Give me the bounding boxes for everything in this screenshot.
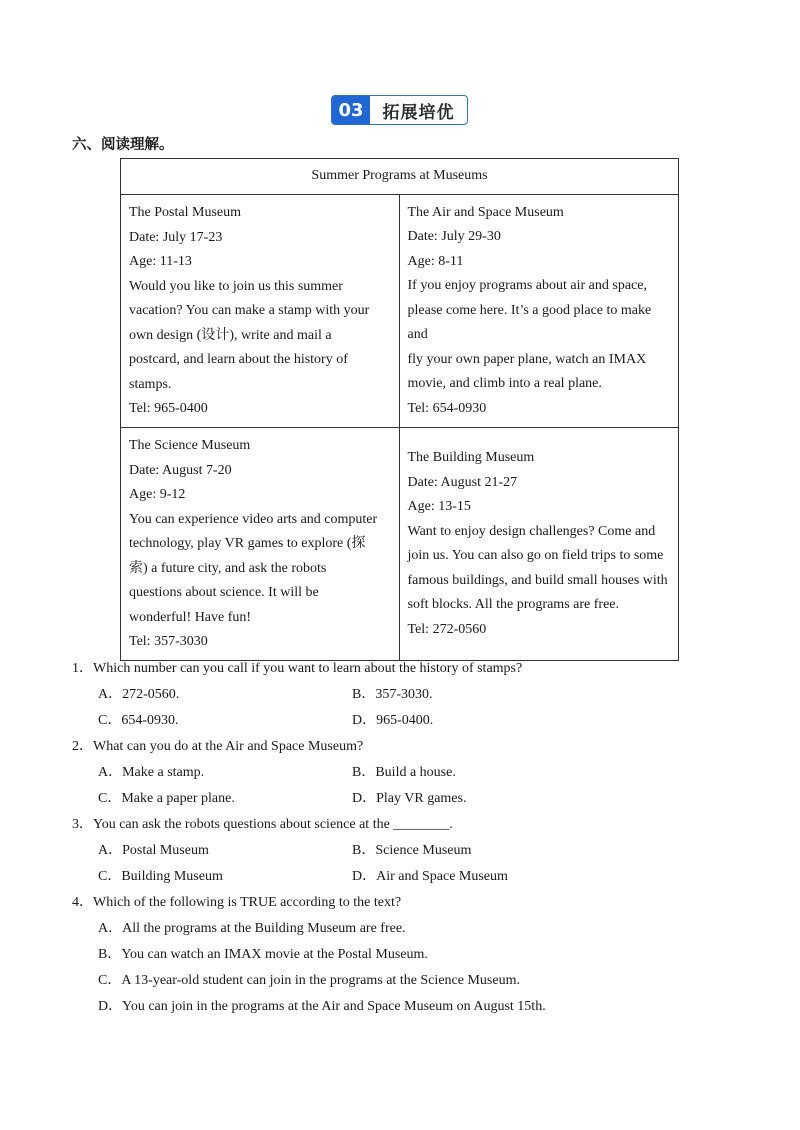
cell-line: stamps. — [129, 376, 172, 392]
cell-line: technology, play VR games to explore (探 — [129, 536, 366, 551]
cell-line: postcard, and learn about the history of — [129, 352, 348, 367]
option-d: D．Play VR games. — [352, 791, 467, 806]
cell-line: Date: July 29-30 — [407, 229, 501, 245]
cell-line: Tel: 272-0560 — [407, 621, 487, 637]
cell-building-museum — [400, 428, 679, 660]
cell-line: The Postal Museum — [129, 205, 241, 220]
option-a: A．All the programs at the Building Museum are free. — [98, 921, 406, 936]
cell-line: Age: 13-15 — [407, 499, 471, 514]
option-b: B．357-3030. — [352, 687, 433, 702]
cell-line: famous buildings, and build small houses with — [407, 572, 668, 588]
options-row — [72, 786, 732, 812]
question-stem: 4．Which of the following is TRUE according to the text? — [72, 895, 402, 910]
option-a: A．Postal Museum — [98, 843, 209, 858]
cell-line: movie, and climb into a real plane. — [407, 376, 602, 392]
options-row — [72, 708, 732, 734]
table-heading: Summer Programs at Museums — [121, 159, 678, 195]
options-row — [72, 916, 732, 942]
section-title: 六、阅读理解。 — [72, 137, 174, 153]
option-d: D．Air and Space Museum — [352, 869, 508, 884]
options-row — [72, 838, 732, 864]
question-2 — [72, 734, 732, 760]
cell-line: Age: 8-11 — [407, 253, 464, 269]
option-c: C．Make a paper plane. — [98, 791, 235, 806]
cell-line: Tel: 357-3030 — [129, 634, 208, 649]
question-4 — [72, 890, 732, 916]
cell-postal-museum — [121, 195, 400, 427]
option-a: A．272-0560. — [98, 687, 180, 702]
badge-title: 拓展培优 — [382, 102, 455, 123]
table-row — [121, 428, 678, 660]
options-row — [72, 968, 732, 994]
option-b: B．You can watch an IMAX movie at the Postal Museum. — [98, 947, 428, 962]
cell-line: If you enjoy programs about air and space, — [407, 278, 647, 294]
cell-line: Want to enjoy design challenges? Come and — [407, 523, 656, 539]
cell-line: join us. You can also go on field trips to some — [407, 548, 664, 563]
option-a: A．Make a stamp. — [98, 765, 205, 780]
cell-line: soft blocks. All the programs are free. — [407, 597, 619, 612]
option-d: D．965-0400. — [352, 713, 434, 728]
cell-line: You can experience video arts and computer — [129, 511, 378, 527]
cell-line: Age: 9-12 — [129, 487, 186, 502]
option-c: C．A 13-year-old student can join in the programs at the Science Museum. — [98, 973, 520, 988]
table-row — [121, 195, 678, 428]
options-row — [72, 682, 732, 708]
options-row — [72, 994, 732, 1020]
cell-line: The Air and Space Museum — [407, 204, 564, 220]
options-row — [72, 942, 732, 968]
cell-line: please come here. It’s a good place to make and — [407, 302, 652, 343]
cell-line: wonderful! Have fun! — [129, 609, 252, 625]
question-stem: 1．Which number can you call if you want to learn about the history of stamps? — [72, 661, 523, 676]
option-b: B．Science Museum — [352, 843, 472, 858]
option-b: B．Build a house. — [352, 765, 456, 780]
cell-air-space-museum — [400, 195, 679, 427]
options-row — [72, 760, 732, 786]
cell-line: fly your own paper plane, watch an IMAX — [407, 351, 647, 367]
cell-line: Date: August 21-27 — [407, 474, 518, 490]
options-row — [72, 864, 732, 890]
museum-table — [120, 158, 679, 661]
question-stem: 3．You can ask the robots questions about science at the ________. — [72, 817, 453, 832]
cell-line: Tel: 654-0930 — [407, 400, 487, 416]
cell-line: Tel: 965-0400 — [129, 401, 208, 416]
question-3 — [72, 812, 732, 838]
cell-line: vacation? You can make a stamp with your — [129, 303, 370, 318]
section-badge — [331, 95, 468, 125]
cell-line: 索) a future city, and ask the robots — [129, 560, 327, 576]
cell-line: The Science Museum — [129, 438, 251, 453]
cell-line: Date: August 7-20 — [129, 462, 232, 478]
cell-line: Date: July 17-23 — [129, 229, 223, 245]
option-c: C．654-0930. — [98, 713, 179, 728]
cell-science-museum — [121, 428, 400, 660]
option-d: D．You can join in the programs at the Air and Space Museum on August 15th. — [98, 999, 546, 1014]
cell-line: own design (设计), write and mail a — [129, 327, 332, 343]
question-list — [72, 656, 732, 1020]
cell-line: questions about science. It will be — [129, 585, 319, 600]
cell-line: Age: 11-13 — [129, 254, 192, 269]
question-stem: 2．What can you do at the Air and Space Museum? — [72, 739, 364, 754]
badge-number: 03 — [332, 96, 370, 124]
option-c: C．Building Museum — [98, 869, 223, 884]
cell-line: Would you like to join us this summer — [129, 278, 343, 294]
question-1 — [72, 656, 732, 682]
cell-line: The Building Museum — [407, 450, 535, 465]
